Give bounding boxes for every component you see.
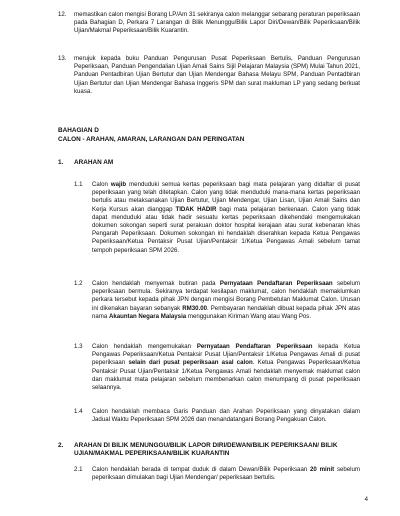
- para-2-1-duration: 20 minit: [310, 466, 335, 473]
- para-1-3-text: [92, 343, 360, 392]
- heading-arahan-am: ARAHAN AM: [74, 159, 114, 166]
- para-2-1-a: Calon hendaklah berada di tempat duduk di dalam Dewan/Bilik Peperiksaan: [92, 466, 311, 473]
- heading-number-2: 2.: [58, 442, 64, 449]
- para-1-2-pernyataan: Pernyataan Pendaftaran Peperiksaan: [219, 280, 333, 287]
- para-1-1-c: menduduki semua kertas peperiksaan bagi mata pelajaran yang didaftar di pusat peperiksaan yang telah ditetapkan. Calon yang tidak menduduki mana-mana kertas peperiksaan bertulis atau melaksanakan Ujian Bertutur, Ujian Mendengar, Ujian Lisan, Ujian Amali Sains dan Kerja Kursus akan dianggap: [92, 181, 360, 213]
- para-1-1-text: [92, 181, 360, 255]
- item-number-13: 13.: [58, 55, 67, 62]
- para-number-1-2: 1.2: [74, 280, 83, 287]
- para-1-2-g: menggunakan Kiriman Wang atau Wang Pos.: [186, 312, 312, 320]
- para-2-1-text: [92, 466, 360, 482]
- page-number: 4: [364, 497, 368, 503]
- heading-arahan-bilik: ARAHAN DI BILIK MENUNGGU/BILIK LAPOR DIRI/DEWAN/BILIK PEPERIKSAAN/ BILIK UJIAN/MAKMAL PEPERIKSAAN/BILIK KUARANTIN: [74, 442, 338, 458]
- item-13-text: merujuk kepada buku Panduan Pengurusan Pusat Peperiksaan Bertulis, Panduan Pengurusan Peperiksaan, Panduan Pengendalian Ujian Amali Sains Sijil Pelajaran Malaysia (SPM) Mulai Tahun 2021, Panduan Pentadbiran Ujian Bertutur dan Ujian Mendengar Bahasa Melayu SPM, Panduan Pentadbiran Ujian Bertutur dan Ujian Mendengar Bahasa Inggeris SPM dan surat makluman LP yang sedang berkuat kuasa.: [74, 55, 360, 95]
- section-label: BAHAGIAN D: [58, 127, 99, 134]
- para-1-2-a: Calon hendaklah menyemak butiran pada: [92, 280, 220, 287]
- para-1-3-c: kepada Ketua Pengawas Peperiksaan/Ketua Pentaksir Pusat Ujian/Pentaksir 1/Ketua Pengawas Amali di pusat peperiksaan: [92, 343, 360, 367]
- para-1-3-a: Calon hendaklah mengemukakan: [92, 343, 197, 350]
- para-1-1-tidak-hadir: TIDAK HADIR: [175, 205, 217, 213]
- para-1-3-pernyataan: Pernyataan Pendaftaran Peperiksaan: [196, 343, 313, 350]
- item-number-12: 12.: [58, 11, 67, 18]
- para-1-1-wajib: wajib: [110, 181, 127, 188]
- para-number-1-4: 1.4: [74, 408, 83, 415]
- para-1-2-text: [92, 280, 360, 321]
- para-2-1-c: sebelum peperiksaan dimulakan bagi Ujian Mendengar/ peperiksaan bertulis.: [92, 466, 361, 482]
- para-1-2-akauntan: Akauntan Negara Malaysia: [108, 312, 187, 320]
- para-1-1-e: bagi mata pelajaran berkenaan. Calon yang tidak dapat menduduki atau tidak hadir sesuatu kertas peperiksaan dikehendaki mengemukakan dokumen sokongan seperti surat perakuan doktor hospital kerajaan atau surat kebenaran khas Pengarah Peperiksaan. Dokumen sokongan ini hendaklah diserahkan kepada Ketua Pengawas Peperiksaan/Ketua Pentaksir Pusat Ujian/Pentaksir 1/Ketua Pengawas Amali sebelum tamat tempoh peperiksaan SPM 2026.: [92, 205, 360, 254]
- para-1-4-text: Calon hendaklah membaca Garis Panduan dan Arahan Peperiksaan yang dinyatakan dalam Jadual Waktu Peperiksaan SPM 2026 dan menandatangani Borang Pengakuan Calon.: [92, 408, 360, 424]
- section-title: CALON - ARAHAN, AMARAN, LARANGAN DAN PERINGATAN: [58, 136, 245, 143]
- para-1-3-e: . Ketua Pengawas Peperiksaan/Ketua Pentaksir Pusat Ujian/Pentaksir 1/Ketua Pengawas Amali hendaklah menyemak maklumat calon dan maklumat mata pelajaran sebelum membenarkan calon menumpang di pusat peperiksaan selaannya.: [92, 359, 360, 392]
- heading-number-1: 1.: [58, 159, 64, 166]
- para-1-3-selain: selain dari pusat peperiksaan asal calon: [128, 359, 253, 367]
- para-number-1-1: 1.1: [74, 181, 83, 188]
- para-1-2-e: . Pembayaran hendaklah dibuat kepada pihak JPN atas nama: [92, 304, 360, 320]
- para-1-1-a: Calon: [92, 181, 111, 188]
- para-number-1-3: 1.3: [74, 343, 83, 350]
- para-1-2-c: sebelum peperiksaan bermula. Sekiranya terdapat kesilapan maklumat, calon hendaklah memaklumkan perkara tersebut kepada pihak JPN dengan mengisi Borang Pembetulan Maklumat Calon. Urusan ini dikenakan bayaran sebanyak: [92, 280, 360, 312]
- para-number-2-1: 2.1: [74, 466, 83, 473]
- item-12-text: memastikan calon mengisi Borang LP/Am 31 sekiranya calon melanggar sebarang peraturan peperiksaan pada Bahagian D, Perkara 7 Larangan di Bilik Menunggu/Bilik Lapor Diri/Dewan/Bilik Peperiksaan/Bilik Ujian/Makmal Peperiksaan/Bilik Kuarantin.: [74, 11, 360, 35]
- para-1-2-fee: RM30.00: [182, 304, 207, 312]
